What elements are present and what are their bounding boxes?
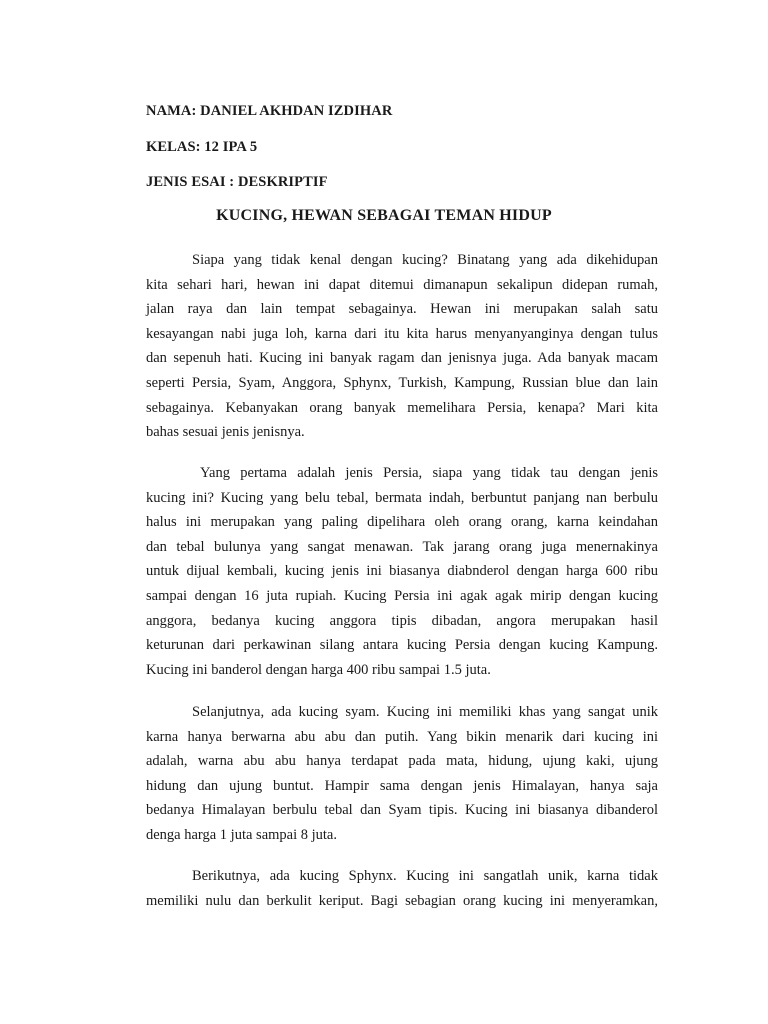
- essay-title: KUCING, HEWAN SEBAGAI TEMAN HIDUP: [216, 207, 552, 224]
- paragraph-line: halus ini merupakan yang paling dipelihara oleh orang orang, karna keindahan: [146, 514, 658, 531]
- paragraph-2: [146, 461, 658, 682]
- paragraph-line: keturunan dari perkawinan silang antara kucing Persia dengan kucing Kampung.: [146, 637, 658, 654]
- paragraph-line: Yang pertama adalah jenis Persia, siapa yang tidak tau dengan jenis: [200, 465, 658, 481]
- paragraph-line: bedanya Himalayan berbulu tebal dan Syam tipis. Kucing ini biasanya dibanderol: [146, 802, 658, 819]
- paragraph-line: sampai dengan 16 juta rupiah. Kucing Persia ini agak agak mirip dengan kucing: [146, 587, 658, 604]
- paragraph-line: dan sepenuh hati. Kucing ini banyak ragam dan jenisnya juga. Ada banyak macam: [146, 350, 658, 367]
- paragraph-line: karna hanya berwarna abu abu dan putih. Yang bikin menarik dari kucing ini: [146, 728, 658, 745]
- paragraph-line: seperti Persia, Syam, Anggora, Sphynx, Turkish, Kampung, Russian blue dan lain: [146, 374, 658, 391]
- paragraph-line: bahas sesuai jenis jenisnya.: [146, 424, 305, 441]
- paragraph-line: anggora, bedanya kucing anggora tipis dibadan, angora merupakan hasil: [146, 612, 658, 629]
- paragraph-line: Kucing ini banderol dengan harga 400 ribu sampai 1.5 juta.: [146, 661, 491, 678]
- paragraph-line: denga harga 1 juta sampai 8 juta.: [146, 826, 337, 843]
- paragraph-line: sebagainya. Kebanyakan orang banyak memelihara Persia, kenapa? Mari kita: [146, 399, 658, 416]
- paragraph-line: kucing ini? Kucing yang belu tebal, bermata indah, berbuntut panjang nan berbulu: [146, 489, 658, 506]
- paragraph-1: [146, 248, 658, 445]
- student-class: KELAS: 12 IPA 5: [146, 139, 258, 155]
- paragraph-3: [146, 700, 658, 848]
- paragraph-line: jalan raya dan lain tempat sebagainya. Hewan ini merupakan salah satu: [146, 301, 658, 318]
- paragraph-line: dan tebal bulunya yang sangat menawan. Tak jarang orang juga menernakinya: [146, 538, 658, 555]
- paragraph-line: Selanjutnya, ada kucing syam. Kucing ini memiliki khas yang sangat unik: [192, 704, 658, 720]
- student-name: NAMA: DANIEL AKHDAN IZDIHAR: [146, 103, 393, 119]
- paragraph-line: memiliki nulu dan berkulit keriput. Bagi sebagian orang kucing ini menyeramkan,: [146, 892, 658, 909]
- paragraph-line: Siapa yang tidak kenal dengan kucing? Binatang yang ada dikehidupan: [192, 252, 658, 268]
- paragraph-line: kita sehari hari, hewan ini dapat ditemui dimanapun sekalipun didepan rumah,: [146, 276, 658, 293]
- paragraph-line: untuk dijual kembali, kucing jenis ini biasanya diabnderol dengan harga 600 ribu: [146, 563, 658, 580]
- paragraph-line: hidung dan ujung buntut. Hampir sama dengan jenis Himalayan, hanya saja: [146, 777, 658, 794]
- essay-type: JENIS ESAI : DESKRIPTIF: [146, 174, 328, 190]
- paragraph-line: Berikutnya, ada kucing Sphynx. Kucing ini sangatlah unik, karna tidak: [192, 868, 658, 884]
- paragraph-line: adalah, warna abu abu hanya terdapat pada mata, hidung, ujung kaki, ujung: [146, 753, 658, 770]
- paragraph-4: [146, 864, 658, 913]
- paragraph-line: kesayangan nabi juga loh, karna dari itu kita harus menyanyanginya dengan tulus: [146, 325, 658, 342]
